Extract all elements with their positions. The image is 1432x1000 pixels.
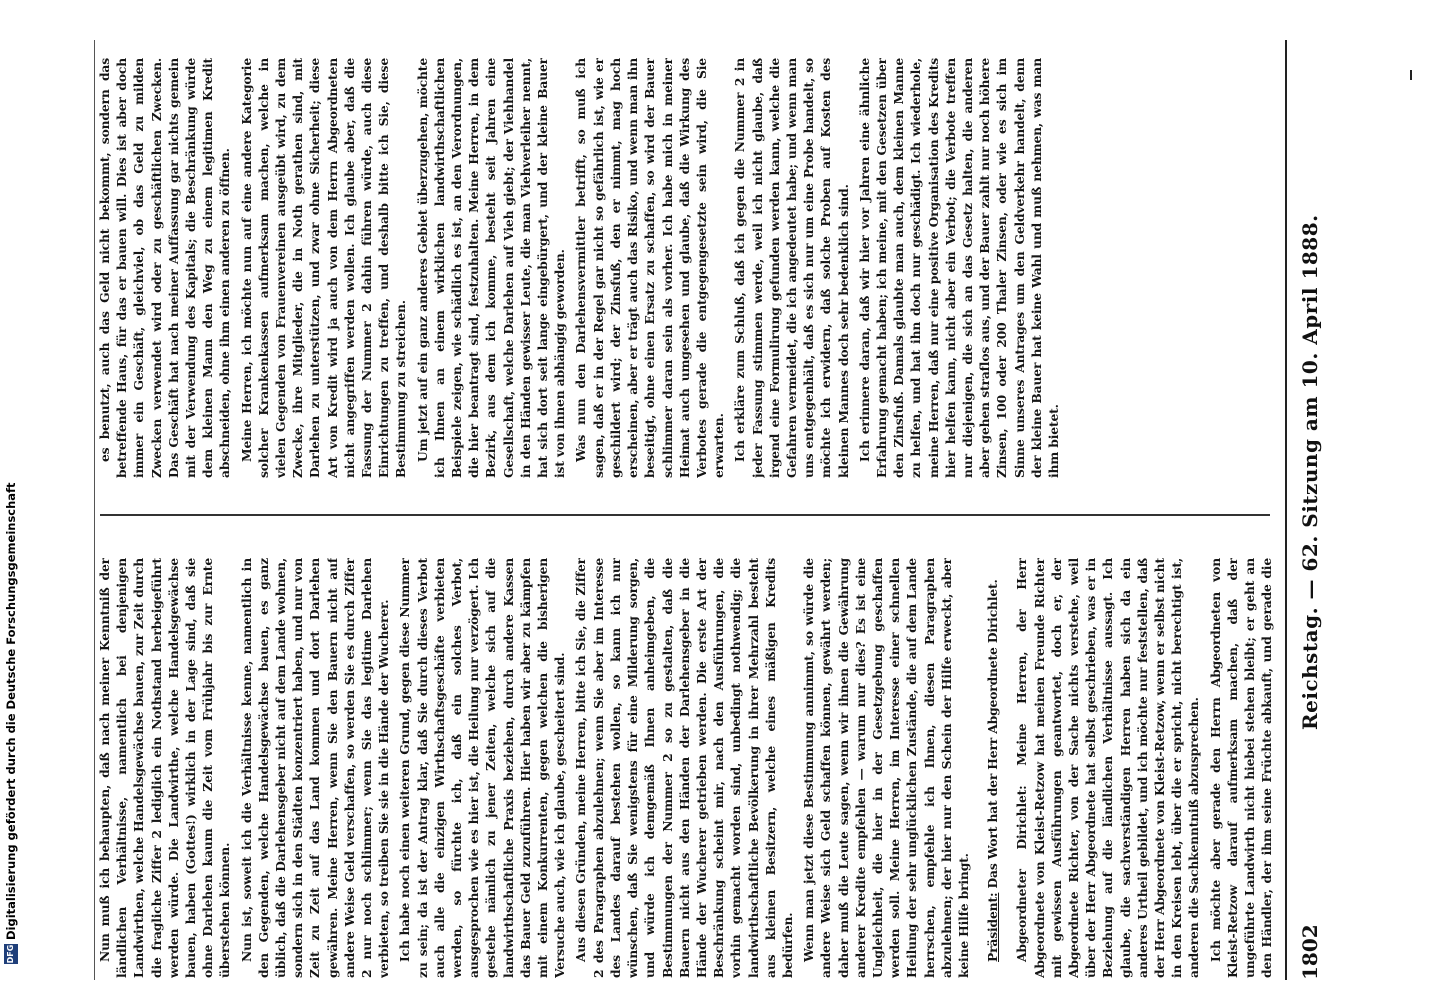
paragraph: Was nun den Darlehensvermittler betrifft, so muß ich sagen, daß er in der Regel gar nicht so gefährlich ist, wie er geschildert wird; der Zinsfuß, den er nimmt, mag hoch erscheinen, aber er trägt auch das Risiko, und wenn man ihn beseitigt, ohne einen Ersatz zu schaffen, so wird der Bauer schlimmer daran sein als vorher. Ich habe mich in meiner Heimat auch umgesehen und glaube, daß die Wirkung des Verbotes gerade die entgegengesetzte sein wird, die Sie erwarten. <box>573 58 727 478</box>
speaker-label: Präsident: <box>985 892 1001 962</box>
right-column <box>96 58 1276 478</box>
paragraph: Nun muß ich behaupten, daß nach meiner Kenntniß der ländlichen Verhältnisse, namentlich bei denjenigen Landwirthen, welche Handelsgewächse bauen, zur Zeit durch die fragliche Ziffer 2 lediglich ein Nothstand herbeigeführt werden würde. Die Landwirthe, welche Handelsgewächse bauen, haben (Gottes!) wirklich in der Lage sind, daß sie ohne Darlehen kaum die Zeit vom Frühjahr bis zur Ernte überstehen können. <box>97 558 233 978</box>
dfg-logo: DFG <box>4 944 18 964</box>
speech-line <box>984 558 1001 978</box>
paragraph: Um jetzt auf ein ganz anderes Gebiet überzugehen, möchte ich Ihnen an einem wirklichen landwirthschaftlichen Beispiele zeigen, wie schädlich es ist, an den Verordnungen, die hier beantragt sind, festzuhalten. Meine Herren, in dem Bezirk, aus dem ich komme, besteht seit Jahren eine Gesellschaft, welche Darlehen auf Vieh giebt; der Viehhandel in den Händen gewisser Leute, die man Viehverleiher nennt, hat sich dort seit lange eingebürgert, und der kleine Bauer ist von ihnen abhängig geworden. <box>414 58 568 478</box>
credit-text: Digitalisierung gefördert durch die Deutsche Forschungsgemeinschaft <box>4 482 18 940</box>
page-number: 1802 <box>1298 924 1322 980</box>
credit-strip <box>0 0 22 1000</box>
section-gap <box>1005 558 1013 978</box>
paragraph: Meine Herren, ich möchte nun auf eine andere Kategorie solcher Krankenkassen aufmerksam machen, welche in vielen Gegenden von Frauenvereinen ausgeübt wird, zu dem Zwecke, ihre Mitglieder, die in Noth gerathen sind, mit Darlehen zu unterstützen, und zwar ohne Sicherheit; diese Art von Kredit wird ja auch von dem Herrn Abgeordneten nicht angegriffen werden wollen. Ich glaube aber, daß die Fassung der Nummer 2 dahin führen würde, auch diese Einrichtungen zu treffen, und deshalb bitte ich Sie, diese Bestimmung zu streichen. <box>238 58 409 478</box>
paragraph: Ich möchte aber gerade den Herrn Abgeordneten von Kleist-Retzow darauf aufmerksam machen, daß der ungeführte Landwirth nicht hiebei stehen bleibt; er geht an den Händler, der ihm seine Früchte abkauft, und gerade die <box>1207 558 1275 978</box>
margin-mark <box>1410 70 1412 80</box>
speech-text: Das Wort hat der Herr Abgeordnete Dirichlet. <box>985 579 1001 889</box>
running-title: Reichstag. — 62. Sitzung am 10. April 1888. <box>1298 214 1322 730</box>
column-divider <box>100 514 1270 516</box>
page-header <box>1296 40 1330 980</box>
paragraph: Wenn man jetzt diese Bestimmung annimmt, so würde die andere Weise sich Geld schaffen können, gewährt werden; daher muß die Leute sagen, wenn wir ihnen die Gewährung anderer Kredite empfehlen — warum nur dies? Es ist eine Ungleichheit, die hier in der Gesetzgebung geschaffen werden soll. Meine Herren, im Interesse einer schnellen Heilung der sehr unglücklichen Zustände, die auf dem Lande herrschen, empfehle ich Ihnen, diesen Paragraphen abzulehnen; der hier nur den Schein der Hilfe erweckt, aber keine Hilfe bringt. <box>801 558 971 978</box>
paragraph: Nun ist, soweit ich die Verhältnisse kenne, namentlich in den Gegenden, welche Handelsgewächse bauen, es ganz üblich, daß die Darlehensgeber nicht auf dem Lande wohnen, sondern sich in den Städten konzentriert haben, und nur von Zeit zu Zeit auf das Land kommen und dort Darlehen gewähren. Meine Herren, wenn Sie den Bauern nicht auf andere Weise Geld verschaffen, so werden Sie es durch Ziffer 2 nur noch schlimmer; wenn Sie das legitime Darlehen verbieten, so treiben Sie sie in die Hände der Wucherer. <box>238 558 392 978</box>
paragraph: Abgeordneter Dirichlet: Meine Herren, der Herr Abgeordnete von Kleist-Retzow hat meinen Freunde Richter mit gewissen Ausführungen geantwortet, doch er, der Abgeordnete Richter, von der Sache nichts verstehe, weil über der Herr Abgeordnete hat selbst geschrieben, was er in Beziehung auf die ländlichen Verhältnisse aussagt. Ich glaube, die sachverständigen Herren haben sich da ein anderes Urtheil gebildet, und ich möchte nur feststellen, daß der Herr Abgeordnete von Kleist-Retzow, wenn er selbst nicht in den Kreisen lebt, über die er spricht, nicht berechtigt ist, anderen die Sachkenntniß abzusprechen. <box>1014 558 1202 978</box>
paragraph: Aus diesen Gründen, meine Herren, bitte ich Sie, die Ziffer 2 des Paragraphen abzulehnen; wenn Sie aber im Interesse des Landes darauf bestehen wollen, so kann ich nur wünschen, daß Sie wenigstens für eine Milderung sorgen, und würde ich demgemäß Ihnen anheimgeben, die Bestimmungen der Nummer 2 so zu gestalten, daß die Bauern nicht aus den Händen der Darlehensgeber in die Hände der Wucherer getrieben werden. Die erste Art der Beschränkung scheint mir, nach den Ausführungen, die vorhin gemacht worden sind, unbedingt nothwendig; die landwirthschaftliche Bevölkerung in ihrer Mehrzahl besteht aus kleinen Besitzern, welche eines mäßigen Kredits bedürfen. <box>573 558 795 978</box>
left-column <box>96 558 1276 978</box>
header-rule <box>1285 40 1287 980</box>
section-gap <box>976 558 984 978</box>
paragraph: es benutzt, auch das Geld nicht bekommt, sondern das betreffende Haus, für das er bauen will. Dies ist aber doch immer ein Geschäft, gleichviel, ob das Geld zu milden Zwecken verwendet wird oder zu geschäftlichen Zwecken. Das Geschäft hat nach meiner Auffassung gar nichts gemein mit der Verwendung des Kapitals; die Beschränkung würde dem kleinen Mann den Weg zu einem legitimen Kredit abschneiden, ohne ihm einen anderen zu öffnen. <box>97 58 233 478</box>
paragraph: Ich erkläre zum Schluß, daß ich gegen die Nummer 2 in jeder Fassung stimmen werde, weil ich nicht glaube, daß irgend eine Formulirung gefunden werden kann, welche die Gefahren vermeidet, die ich angedeutet habe; und wenn man uns entgegenhält, daß es sich nur um eine Probe handelt, so möchte ich erwidern, daß solche Proben auf Kosten des kleinen Mannes doch sehr bedenklich sind. <box>732 58 851 478</box>
paragraph: Ich erinnere daran, daß wir hier vor Jahren eine ähnliche Erfahrung gemacht haben; ich meine, mit den Gesetzen über den Zinsfuß. Damals glaubte man auch, dem kleinen Manne zu helfen, und hat ihn doch nur geschädigt. Ich wiederhole, meine Herren, daß nur eine positive Organisation des Kredits hier helfen kann, nicht aber ein Verbot; die Verbote treffen nur diejenigen, die sich an das Gesetz halten, die anderen aber gehen straflos aus, und der Bauer zahlt nur noch höhere Zinsen, 100 oder 200 Thaler Zinsen, oder wie es sich im Sinne unseres Antrages um den Geldverkehr handelt, denn der kleine Bauer hat keine Wahl und muß nehmen, was man ihm bietet. <box>856 58 1061 478</box>
paragraph: Ich habe noch einen weiteren Grund, gegen diese Nummer zu sein; da ist der Antrag klar, daß Sie durch dieses Verbot auch alle die einzigen Wirthschaftsgeschäfte verbieten werden, so fürchte ich, daß ein solches Verbot, ausgesprochen wie es hier ist, die Heilung nur verzögert. Ich gestehe nämlich zu jener Zeiten, welche sich auf die landwirthschaftliche Praxis beziehen, durch andere Kassen das Bauer Geld zuzuführen. Hier haben wir aber zu kämpfen mit einem Konkurrenten, gegen welchen die bisherigen Versuche auch, wie ich glaube, gescheitert sind. <box>397 558 568 978</box>
bottom-rule <box>94 40 95 980</box>
